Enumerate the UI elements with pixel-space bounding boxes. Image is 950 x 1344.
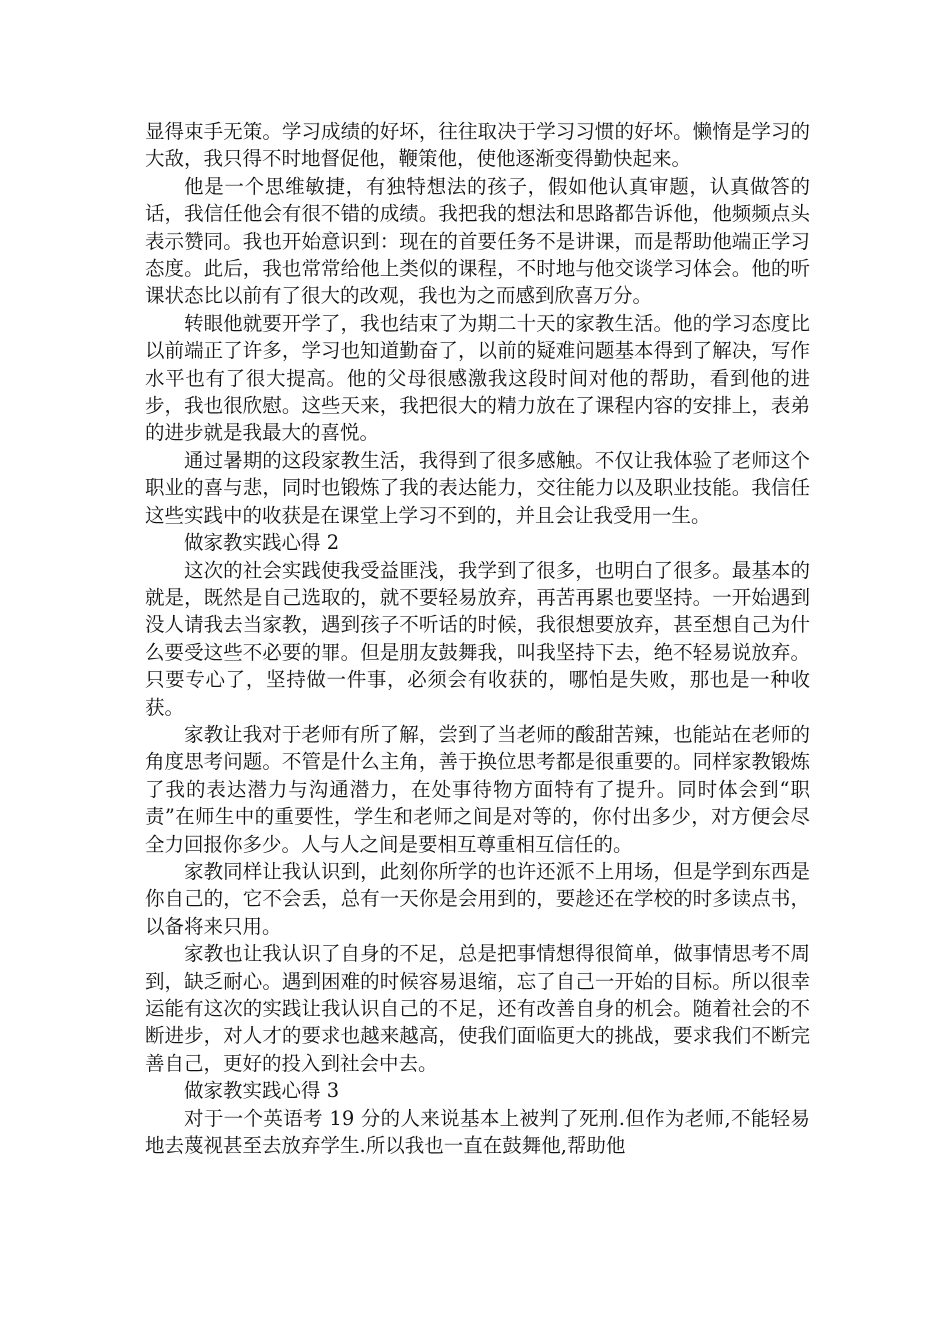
paragraph-3: 转眼他就要开学了，我也结束了为期二十天的家教生活。他的学习态度比以前端正了许多，学习也知道勤奋了，以前的疑难问题基本得到了解决，写作水平也有了很大提高。他的父母很感激我这段时间对他的帮助，看到他的进步，我也很欣慰。这些天来，我把很大的精力放在了课程内容的安排上，表弟的进步就是我最大的喜悦。 — [145, 311, 810, 445]
paragraph-7: 家教同样让我认识到，此刻你所学的也许还派不上用场，但是学到东西是你自己的，它不会丢，总有一天你是会用到的，要趁还在学校的时多读点书，以备将来只用。 — [145, 859, 810, 938]
paragraph-6: 家教让我对于老师有所了解，尝到了当老师的酸甜苦辣，也能站在老师的角度思考问题。不管是什么主角，善于换位思考都是很重要的。同样家教锻炼了我的表达潜力与沟通潜力，在处事待物方面特有了提升。同时体会到“职责”在师生中的重要性，学生和老师之间是对等的，你付出多少，对方便会尽全力回报你多少。人与人之间是要相互尊重相互信任的。 — [145, 722, 810, 856]
paragraph-4: 通过暑期的这段家教生活，我得到了很多感触。不仅让我体验了老师这个职业的喜与悲，同时也锻炼了我的表达能力，交往能力以及职业技能。我信任这些实践中的收获是在课堂上学习不到的，并且会让我受用一生。 — [145, 448, 810, 527]
section-heading-2: 做家教实践心得 2 — [184, 531, 340, 555]
paragraph-8: 家教也让我认识了自身的不足，总是把事情想得很简单，做事情思考不周到，缺乏耐心。遇到困难的时候容易退缩，忘了自己一开始的目标。所以很幸运能有这次的实践让我认识自己的不足，还有改善自身的机会。随着社会的不断进步，对人才的要求也越来越高，使我们面临更大的挑战，要求我们不断完善自己，更好的投入到社会中去。 — [145, 942, 810, 1075]
paragraph-5: 这次的社会实践使我受益匪浅，我学到了很多，也明白了很多。最基本的就是，既然是自己选取的，就不要轻易放弃，再苦再累也要坚持。一开始遇到没人请我去当家教，遇到孩子不听话的时候，我很想要放弃，甚至想自己为什么要受这些不必要的罪。但是朋友鼓舞我，叫我坚持下去，绝不轻易说放弃。只要专心了，坚持做一件事，必须会有收获的，哪怕是失败，那也是一种收获。 — [145, 558, 810, 719]
paragraph-2: 他是一个思维敏捷，有独特想法的孩子，假如他认真审题，认真做答的话，我信任他会有很不错的成绩。我把我的想法和思路都告诉他，他频频点头表示赞同。我也开始意识到：现在的首要任务不是讲课，而是帮助他端正学习态度。此后，我也常常给他上类似的课程，不时地与他交谈学习体会。他的听课状态比以前有了很大的改观，我也为之而感到欣喜万分。 — [145, 174, 810, 308]
paragraph-9: 对于一个英语考 19 分的人来说基本上被判了死刑.但作为老师,不能轻易地去蔑视甚至去放弃学生.所以我也一直在鼓舞他,帮助他 — [145, 1106, 810, 1158]
section-heading-3: 做家教实践心得 3 — [184, 1079, 340, 1103]
paragraph-1: 显得束手无策。学习成绩的好坏，往往取决于学习习惯的好坏。懒惰是学习的大敌，我只得不时地督促他，鞭策他，使他逐渐变得勤快起来。 — [145, 120, 810, 171]
document-body — [145, 118, 810, 1159]
